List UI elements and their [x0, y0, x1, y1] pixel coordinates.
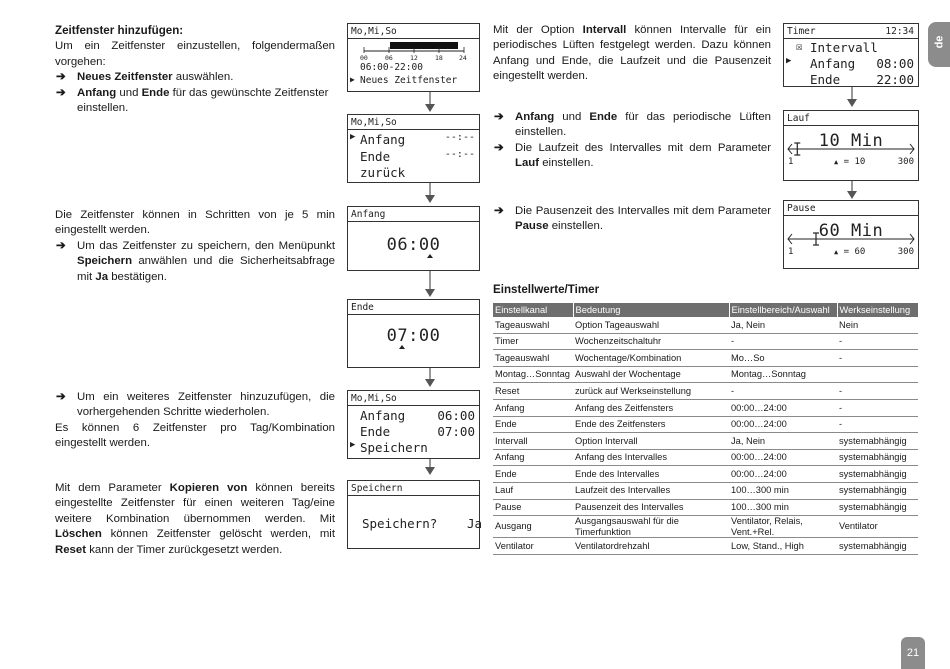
table-cell: Anfang des Zeitfensters: [573, 399, 729, 416]
table-cell: 100…300 min: [729, 482, 837, 499]
right-text-intro: [493, 23, 771, 85]
table-row: [493, 317, 918, 333]
table-cell: 00:00…24:00: [729, 416, 837, 433]
lcd-set-anfang: [347, 206, 480, 271]
lcd-title: Mo,Mi,So: [351, 393, 397, 404]
confirm-question: Speichern?: [362, 516, 438, 531]
section-heading: Zeitfenster hinzufügen:: [55, 24, 184, 37]
table-cell: -: [729, 383, 837, 400]
table-row: [493, 333, 918, 350]
lcd-window-edit: Mo,Mi,So ▶ Anfang --:-- Ende --:-- zurück: [347, 114, 480, 183]
table-cell: Anfang: [493, 449, 573, 466]
table-cell: Ja, Nein: [729, 317, 837, 333]
tick-label: 24: [459, 54, 467, 62]
table-cell: Pausenzeit des Intervalles: [573, 499, 729, 516]
table-header-row: [493, 303, 918, 317]
table-row: [493, 482, 918, 499]
cursor-icon: ▶: [786, 56, 792, 66]
lcd-separator: [348, 314, 479, 315]
step-set-times: ➔ Anfang und Ende für das gewünschte Zeitfenster einstellen.: [56, 86, 329, 115]
table-cell: -: [837, 383, 918, 400]
slider-current: ▲ = 10: [834, 157, 866, 167]
table-cell: Ende des Intervalles: [573, 466, 729, 483]
column-header: Werkseinstellung: [837, 303, 918, 317]
copy-text: Mit dem Parameter Kopieren von können bereits eingestellte Zeitfenster für einen weiteren Tag/eine weitere Kombination übernommen werden. Mit Löschen können Zeitfenster gelöscht werden, mit Reset kann der Timer zurückgesetzt werden.: [55, 482, 335, 556]
confirm-ja-button[interactable]: Ja: [467, 516, 483, 531]
column-header: Einstellbereich/Auswahl: [729, 303, 837, 317]
table-cell: Wochenzeitschaltuhr: [573, 333, 729, 350]
settings-table: [493, 303, 918, 555]
lcd-timer-intervall: Timer 12:34 ☒ Intervall ▶ Anfang 08:00 Ende 22:00: [783, 23, 919, 87]
slider-current: ▲ = 60: [834, 247, 866, 257]
table-cell: Intervall: [493, 433, 573, 450]
table-cell: Ventilator: [493, 538, 573, 555]
slider-min: 1: [788, 247, 794, 257]
lcd-separator: [784, 215, 918, 216]
column-header: Bedeutung: [573, 303, 729, 317]
lcd-title: Mo,Mi,So: [351, 26, 397, 37]
lcd-separator: [348, 405, 479, 406]
table-cell: Montag…Sonntag: [729, 366, 837, 383]
table-cell: Nein: [837, 317, 918, 333]
table-cell: Mo…So: [729, 350, 837, 367]
lcd-pause: [783, 200, 919, 269]
intervall-intro: Mit der Option Intervall können Intervalle für ein periodisches Lüften festgelegt werden. Dazu können Anfang und Ende, die Laufzeit und die Pausenzeit eingestellt werden.: [493, 24, 772, 83]
table-cell: 100…300 min: [729, 499, 837, 516]
table-cell: Ausgangsauswahl für die Timerfunktion: [573, 516, 729, 538]
table-row: [493, 399, 918, 416]
table-row: [493, 538, 918, 555]
table-cell: -: [837, 350, 918, 367]
caret-icon: ▲: [834, 158, 839, 166]
table-cell: zurück auf Werkseinstellung: [573, 383, 729, 400]
step-more: ➔ Um ein weiteres Zeitfenster hinzuzufügen, die vorhergehenden Schritte wiederholen.: [56, 391, 335, 419]
left-text-block-4: [55, 481, 335, 558]
table-cell: Ende: [493, 466, 573, 483]
table-cell: Lauf: [493, 482, 573, 499]
table-cell: -: [837, 399, 918, 416]
lcd-title: Ende: [351, 302, 374, 313]
lcd-title: Pause: [787, 203, 816, 214]
lcd-separator: [784, 38, 918, 39]
table-cell: Ende: [493, 416, 573, 433]
lcd-window-save: Mo,Mi,So Anfang 06:00 Ende 07:00 ▶ Speichern: [347, 390, 480, 459]
table-cell: Ventilator: [837, 516, 918, 538]
lcd-title: Lauf: [787, 113, 810, 124]
right-text-steps: [493, 110, 771, 172]
caret-icon: ▲: [834, 248, 839, 256]
table-cell: systemabhängig: [837, 433, 918, 450]
pause-value[interactable]: 60 Min: [818, 221, 884, 241]
arrow-icon: ➔: [56, 86, 66, 99]
arrow-icon: ➔: [494, 205, 504, 217]
lcd-lauf: [783, 110, 919, 181]
table-cell: Tageauswahl: [493, 350, 573, 367]
table-cell: 00:00…24:00: [729, 449, 837, 466]
table-cell: -: [729, 333, 837, 350]
arrow-icon: ➔: [494, 111, 504, 123]
table-row: [493, 350, 918, 367]
cursor-icon: ▶: [350, 440, 356, 450]
table-cell: systemabhängig: [837, 538, 918, 555]
max-text: Es können 6 Zeitfenster pro Tag/Kombination eingestellt werden.: [55, 421, 335, 450]
lcd-separator: [784, 125, 918, 126]
table-cell: Montag…Sonntag: [493, 366, 573, 383]
slider-max: 300: [897, 157, 914, 167]
tick-label: 18: [435, 54, 443, 62]
table-row: [493, 383, 918, 400]
table-row: [493, 416, 918, 433]
page-number: 21: [901, 637, 925, 669]
arrow-icon: ➔: [494, 141, 504, 154]
caret-icon: [427, 254, 433, 258]
table-cell: systemabhängig: [837, 499, 918, 516]
time-value[interactable]: 06:00: [386, 235, 441, 255]
tick-label: 12: [410, 54, 418, 62]
right-text-pause: [493, 204, 771, 235]
lcd-title: Speichern: [351, 483, 403, 494]
arrow-icon: ➔: [56, 239, 66, 252]
table-row: [493, 449, 918, 466]
table-cell: Anfang: [493, 399, 573, 416]
table-cell: -: [837, 416, 918, 433]
time-value[interactable]: 07:00: [386, 326, 441, 346]
table-cell: [837, 366, 918, 383]
table-cell: systemabhängig: [837, 449, 918, 466]
table-cell: Option Tageauswahl: [573, 317, 729, 333]
table-cell: Ja, Nein: [729, 433, 837, 450]
table-row: [493, 499, 918, 516]
step-save: ➔ Um das Zeitfenster zu speichern, den Menüpunkt Speichern anwählen und die Sicherheitsabfrage mit Ja bestätigen.: [56, 239, 335, 283]
table-cell: Low, Stand., High: [729, 538, 837, 555]
cursor-icon: ▶: [350, 75, 355, 84]
lcd-separator: [348, 129, 479, 130]
left-text-block-1: [55, 23, 335, 116]
lcd-title: Mo,Mi,So: [351, 117, 397, 128]
table-row: [493, 516, 918, 538]
table-cell: Tageauswahl: [493, 317, 573, 333]
table-cell: Auswahl der Wochentage: [573, 366, 729, 383]
lcd-set-ende: [347, 299, 480, 368]
steps-text: Die Zeitfenster können in Schritten von je 5 min eingestellt werden.: [55, 209, 335, 237]
table-cell: 00:00…24:00: [729, 399, 837, 416]
table-cell: Option Intervall: [573, 433, 729, 450]
step-lauf: ➔ Die Laufzeit des Intervalles mit dem Parameter Lauf einstellen.: [494, 141, 771, 170]
table-row: [493, 466, 918, 483]
table-cell: Ausgang: [493, 516, 573, 538]
intro-text: Um ein Zeitfenster einzustellen, folgendermaßen vorgehen:: [55, 40, 335, 68]
lcd-separator: [348, 495, 479, 496]
table-cell: Laufzeit des Intervalles: [573, 482, 729, 499]
lcd-separator: [348, 221, 479, 222]
lcd-save-confirm: [347, 480, 483, 549]
table-title: Einstellwerte/Timer: [493, 283, 600, 296]
step-pause: ➔ Die Pausenzeit des Intervalles mit dem Parameter Pause einstellen.: [494, 205, 771, 233]
table-cell: Anfang des Intervalles: [573, 449, 729, 466]
tick-label: 06: [385, 54, 393, 62]
cursor-icon: ▶: [350, 132, 356, 142]
step-new-window: ➔ Neues Zeitfenster auswählen.: [55, 70, 335, 85]
checkbox-icon: ☒: [796, 40, 803, 53]
left-text-block-2: [55, 208, 335, 285]
table-cell: Reset: [493, 383, 573, 400]
lcd-day-overview: Mo,Mi,So 00 06 12 18 24 06:00-22:00 ▶ Neues Zeitfenster: [347, 23, 480, 92]
column-header: Einstellkanal: [493, 303, 573, 317]
clock-time: 12:34: [885, 26, 914, 37]
left-text-block-3: [55, 390, 335, 452]
lcd-title: Timer: [787, 26, 816, 37]
slider-max: 300: [897, 247, 914, 257]
table-cell: -: [837, 333, 918, 350]
tick-label: 00: [360, 54, 368, 62]
table-cell: systemabhängig: [837, 482, 918, 499]
table-row: [493, 366, 918, 383]
table-cell: Pause: [493, 499, 573, 516]
table-cell: Ventilatordrehzahl: [573, 538, 729, 555]
lauf-value[interactable]: 10 Min: [818, 131, 884, 151]
table-row: [493, 433, 918, 450]
table-cell: systemabhängig: [837, 466, 918, 483]
step-interval-times: ➔ Anfang und Ende für das periodische Lüften einstellen.: [494, 111, 771, 139]
table-cell: Ende des Zeitfensters: [573, 416, 729, 433]
time-range: 06:00-22:00: [360, 62, 423, 73]
lcd-title: Anfang: [351, 209, 386, 220]
caret-icon: [399, 345, 405, 349]
slider-min: 1: [788, 157, 794, 167]
arrow-icon: ➔: [56, 71, 66, 84]
arrow-icon: ➔: [56, 391, 66, 403]
table-cell: 00:00…24:00: [729, 466, 837, 483]
language-tab: de: [928, 22, 950, 67]
table-cell: Wochentage/Kombination: [573, 350, 729, 367]
table-cell: Timer: [493, 333, 573, 350]
table-cell: Ventilator, Relais, Vent.+Rel.: [729, 516, 837, 538]
timeline-ticks: [348, 54, 481, 62]
